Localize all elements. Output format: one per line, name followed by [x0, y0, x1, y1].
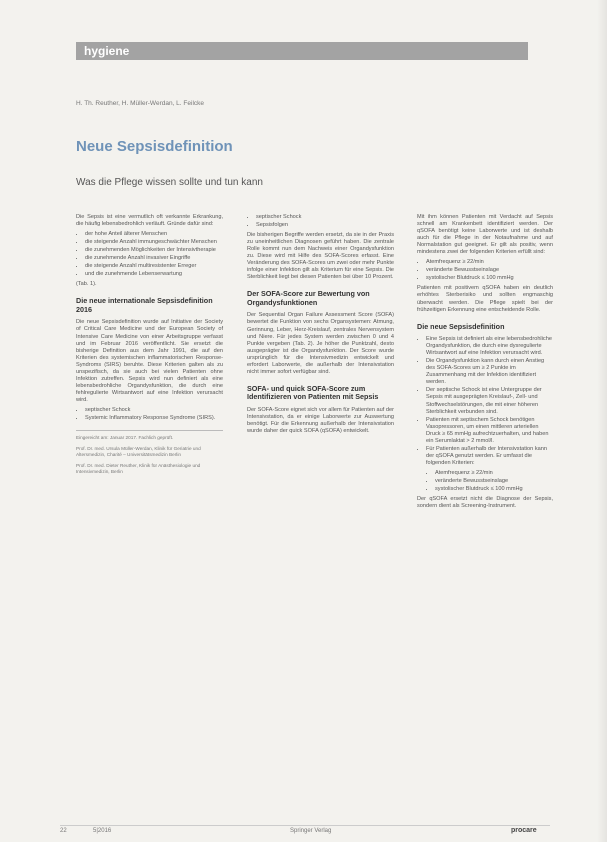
list-item: • Patienten mit septischem Schock benötigen Vasopressoren, um einen mittleren arteriellen Druck ≥ 65 mmHg aufrechtzuerhalten, und haben ein Serumlaktat > 2 mmol/l. [426, 417, 553, 445]
list-item: • Eine Sepsis ist definiert als eine lebensbedrohliche Organdysfunktion, die durch eine dysregulierte Wirtsantwort auf eine Infektion verursacht wird. [426, 336, 553, 357]
list-item: • die steigende Anzahl multiresistenter Erreger [85, 263, 223, 270]
list-item: • Für Patienten außerhalb der Intensivstation kann der qSOFA genutzt werden. Er umfasst die folgenden Kriterien: [426, 446, 553, 467]
issue-number: 5|2016 [93, 828, 112, 834]
terms-list [247, 214, 394, 229]
article-subtitle: Was die Pflege wissen sollte und tun kann [76, 177, 263, 188]
article-title: Neue Sepsisdefinition [76, 138, 233, 155]
page-edge-shadow [597, 0, 607, 842]
section-heading: Der SOFA-Score zur Bewertung von Organdysfunktionen [247, 289, 370, 307]
list-item: • veränderte Bewusstseinslage [435, 478, 553, 485]
section-header [76, 42, 528, 60]
list-item: • systolischer Blutdruck ≤ 100 mmHg [435, 486, 553, 493]
list-item: • Systemic Inflammatory Response Syndrome (SIRS). [85, 415, 223, 422]
list-item: • die zunehmende Anzahl invasiver Eingriffe [85, 255, 223, 262]
body-paragraph: Der qSOFA ersetzt nicht die Diagnose der Sepsis, sondern dient als Screening-Instrument. [417, 496, 553, 510]
list-item: • septischer Schock [85, 407, 223, 414]
page-number: 22 [60, 828, 67, 834]
intro-paragraph: Die Sepsis ist eine vermutlich oft verkannte Erkrankung, die häufig lebensbedrohlich verläuft. Gründe dafür sind: [76, 214, 223, 228]
text-column-3 [417, 214, 553, 513]
qsofa-criteria-list [417, 259, 553, 282]
intro-tail: (Tab. 1). [76, 281, 97, 288]
definitions-list [76, 407, 223, 422]
list-item: • Der septische Schock ist eine Untergruppe der Sepsis mit ausgeprägten Kreislauf-, Zell- und Stoffwechselstörungen, die mit einer höheren Sterblichkeit verbunden sind. [426, 387, 553, 415]
section-heading: Die neue internationale Sepsisdefinition 2016 [76, 296, 213, 314]
list-item: • Sepsisfolgen [256, 222, 394, 229]
section-heading: Die neue Sepsisdefinition [417, 321, 505, 331]
list-item: • die zunehmenden Möglichkeiten der Intensivtherapie [85, 247, 223, 254]
list-item: • Die Organdysfunktion kann durch einen Anstieg des SOFA-Scores um ≥ 2 Punkte im Zusammenhang mit der Infektion identifiziert werden. [426, 358, 553, 386]
list-item: • und die zunehmende Lebenserwartung [85, 271, 223, 278]
list-item: • septischer Schock [256, 214, 394, 221]
author-line: H. Th. Reuther, H. Müller-Werdan, L. Feilcke [76, 100, 205, 107]
body-paragraph: Mit ihm können Patienten mit Verdacht auf Sepsis schnell am Krankenbett identifiziert werden. Der qSOFA benötigt keine Laborwerte und ist deshalb auch für die Pflege in der Notaufnahme und auf Normalstation gut geeignet. Er gilt als positiv, wenn mindestens zwei der folgenden Kriterien erfüllt sind: [417, 214, 553, 256]
info-line: Eingereicht am: Januar 2017. Fachlich geprüft. [76, 435, 174, 441]
list-item: • Atemfrequenz ≥ 22/min [435, 470, 553, 477]
body-paragraph: Der SOFA-Score eignet sich vor allem für Patienten auf der Intensivstation, da er einige Laborwerte zur Auswertung benötigt. Für die Erkennung außerhalb der Intensivstation wurde daher der quick SOFA (qSOFA) entwickelt. [247, 406, 394, 434]
list-item: • systolischer Blutdruck ≤ 100 mmHg [426, 275, 553, 282]
list-item: • Atemfrequenz ≥ 22/min [426, 259, 553, 266]
info-line: Prof. Dr. med. Ursula Müller-Werdan, Klinik für Geriatrie und Altersmedizin, Charité – Universitätsmedizin Berlin [76, 446, 201, 458]
definition-points-list [417, 336, 553, 467]
section-heading: SOFA- und quick SOFA-Score zum Identifizieren von Patienten mit Sepsis [247, 383, 379, 402]
list-item: • der hohe Anteil älterer Menschen [85, 231, 223, 238]
qsofa-sub-list [417, 470, 553, 493]
publisher-name: Springer Verlag [290, 828, 332, 834]
list-item: • die steigende Anzahl immungeschwächter Menschen [85, 239, 223, 246]
author-info-box [76, 430, 223, 475]
info-line: Prof. Dr. med. Dieter Reuther, Klinik für Anästhesiologie und Intensivmedizin, Berlin [76, 463, 201, 475]
body-paragraph: Die bisherigen Begriffe werden ersetzt, da sie in der Praxis zu uneinheitlichen Diagnosen geführt haben. Die zentrale Rolle kommt nun dem Nachweis einer Organdysfunktion zu. Diese wird mit Hilfe des SOFA-Scores erfasst. Eine Veränderung des SOFA-Scores um zwei oder mehr Punkte infolge einer Infektion gilt als Kriterium für eine Sepsis. Die Sterblichkeit liegt bei diesen Patienten bei über 10 Prozent. [247, 232, 394, 281]
journal-name: procare [511, 827, 537, 834]
text-column-1 [76, 214, 223, 480]
body-paragraph: Die neue Sepsisdefinition wurde auf Initiative der Society of Critical Care Medicine und der European Society of Intensive Care Medicine von einer Arbeitsgruppe verfasst und im Februar 2016 veröffentlicht. Sie ersetzt die bisherige Definition aus dem Jahr 1991, die auf den Kriterien des systemischen inflammatorischen Response-Syndroms (SIRS) beruhte. Diese Kriterien galten als zu unspezifisch, da sie auch bei vielen Patienten ohne Infektion zutreffen. Sepsis wird nun definiert als eine lebensbedrohliche Organdysfunktion, die durch eine fehlregulierte Wirtsantwort auf eine Infektion verursacht wird. [76, 319, 223, 403]
section-label: hygiene [84, 44, 130, 58]
body-paragraph: Patienten mit positivem qSOFA haben ein deutlich erhöhtes Sterberisiko und sollten engmaschig überwacht werden. Die Pflege spielt bei der frühzeitigen Erkennung eine entscheidende Rolle. [417, 285, 553, 313]
reasons-list [76, 231, 223, 278]
body-paragraph: Der Sequential Organ Failure Assessment Score (SOFA) bewertet die Funktion von sechs Organsystemen: Atmung, Gerinnung, Leber, Herz-Kreislauf, zentrales Nervensystem und Niere. Für jedes System werden zwischen 0 und 4 Punkte vergeben (Tab. 2). Je höher die Punktzahl, desto ausgeprägter ist die Organdysfunktion. Der Score wurde ursprünglich für die Intensivmedizin entwickelt und erfordert Laborwerte, die außerhalb der Intensivstation nicht immer sofort verfügbar sind. [247, 312, 394, 375]
text-column-2 [247, 214, 394, 438]
list-item: • veränderte Bewusstseinslage [426, 267, 553, 274]
footer-divider [60, 825, 550, 826]
